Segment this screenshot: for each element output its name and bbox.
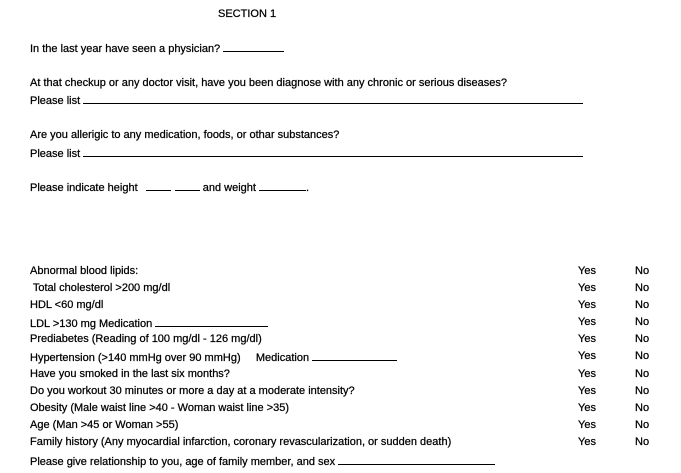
period: . [305, 182, 310, 194]
physician-question [30, 41, 284, 56]
allergy-list-field[interactable] [83, 146, 583, 157]
no-option[interactable]: No [635, 299, 650, 311]
please-list-label: Please list [30, 148, 81, 160]
yes-option[interactable]: Yes [578, 402, 596, 414]
yes-option[interactable]: Yes [578, 265, 596, 277]
no-option[interactable]: No [635, 316, 650, 328]
risk-factor-row [30, 368, 230, 381]
risk-factor-label: HDL <60 mg/dl [30, 299, 104, 311]
no-option[interactable]: No [635, 350, 650, 362]
risk-factor-row [30, 333, 262, 346]
yes-option[interactable]: Yes [578, 282, 596, 294]
yes-option[interactable]: Yes [578, 419, 596, 431]
weight-label: and weight [202, 182, 256, 194]
yes-option[interactable]: Yes [578, 316, 596, 328]
weight-field[interactable] [259, 180, 306, 191]
risk-factor-row [30, 436, 451, 449]
yes-option[interactable]: Yes [578, 333, 596, 345]
please-list-label: Please list [30, 95, 81, 107]
diagnosis-list-field[interactable] [83, 93, 583, 104]
risk-factor-row [30, 265, 138, 278]
risk-factor-row [30, 454, 495, 469]
risk-factor-label: Do you workout 30 minutes or more a day at a moderate intensity? [30, 385, 355, 397]
no-option[interactable]: No [635, 402, 650, 414]
yes-option[interactable]: Yes [578, 299, 596, 311]
no-option[interactable]: No [635, 436, 650, 448]
no-option[interactable]: No [635, 265, 650, 277]
section-title: SECTION 1 [218, 8, 277, 20]
allergy-list-row [30, 146, 583, 161]
no-option[interactable]: No [635, 368, 650, 380]
risk-factor-label: Obesity (Male waist line >40 - Woman waist line >35) [30, 402, 290, 414]
no-option[interactable]: No [635, 385, 650, 397]
risk-factor-row [30, 299, 103, 312]
risk-factor-label: LDL >130 mg Medication [30, 318, 153, 330]
risk-factor-label: Prediabetes (Reading of 100 mg/dl - 126 mg/dl) [30, 333, 262, 345]
physician-answer-field[interactable] [223, 41, 284, 52]
risk-factor-row [30, 385, 355, 398]
risk-factor-answer-field[interactable] [155, 316, 268, 327]
risk-factor-row [30, 282, 170, 295]
risk-factor-label: Hypertension (>140 mmHg over 90 mmHg) Medication [30, 352, 310, 364]
risk-factor-row [30, 419, 178, 432]
risk-factor-answer-field[interactable] [312, 350, 397, 361]
risk-factor-row [30, 316, 268, 331]
risk-factor-label: Age (Man >45 or Woman >55) [30, 419, 179, 431]
diagnosis-list-row [30, 93, 583, 108]
physician-question-label: In the last year have seen a physician? [30, 43, 221, 55]
height-weight-row [30, 180, 309, 195]
no-option[interactable]: No [635, 419, 650, 431]
risk-factor-label: Please give relationship to you, age of family member, and sex [30, 456, 336, 468]
height-feet-field[interactable] [146, 180, 171, 191]
risk-factor-label: Family history (Any myocardial infarction, coronary revascularization, or sudden death) [30, 436, 452, 448]
allergy-question: Are you allerigic to any medication, foods, or othar substances? [30, 129, 340, 141]
no-option[interactable]: No [635, 282, 650, 294]
height-label: Please indicate height [30, 182, 138, 194]
risk-factor-answer-field[interactable] [338, 454, 495, 465]
risk-factor-row [30, 402, 289, 415]
risk-factor-row [30, 350, 397, 365]
diagnosis-question: At that checkup or any doctor visit, have you been diagnose with any chronic or serious diseases? [30, 77, 507, 89]
risk-factor-label: Abnormal blood lipids: [30, 265, 139, 277]
risk-factor-label: Have you smoked in the last six months? [30, 368, 230, 380]
yes-option[interactable]: Yes [578, 368, 596, 380]
height-inches-field[interactable] [175, 180, 200, 191]
no-option[interactable]: No [635, 333, 650, 345]
yes-option[interactable]: Yes [578, 436, 596, 448]
risk-factor-label: Total cholesterol >200 mg/dl [30, 282, 171, 294]
yes-option[interactable]: Yes [578, 350, 596, 362]
yes-option[interactable]: Yes [578, 385, 596, 397]
